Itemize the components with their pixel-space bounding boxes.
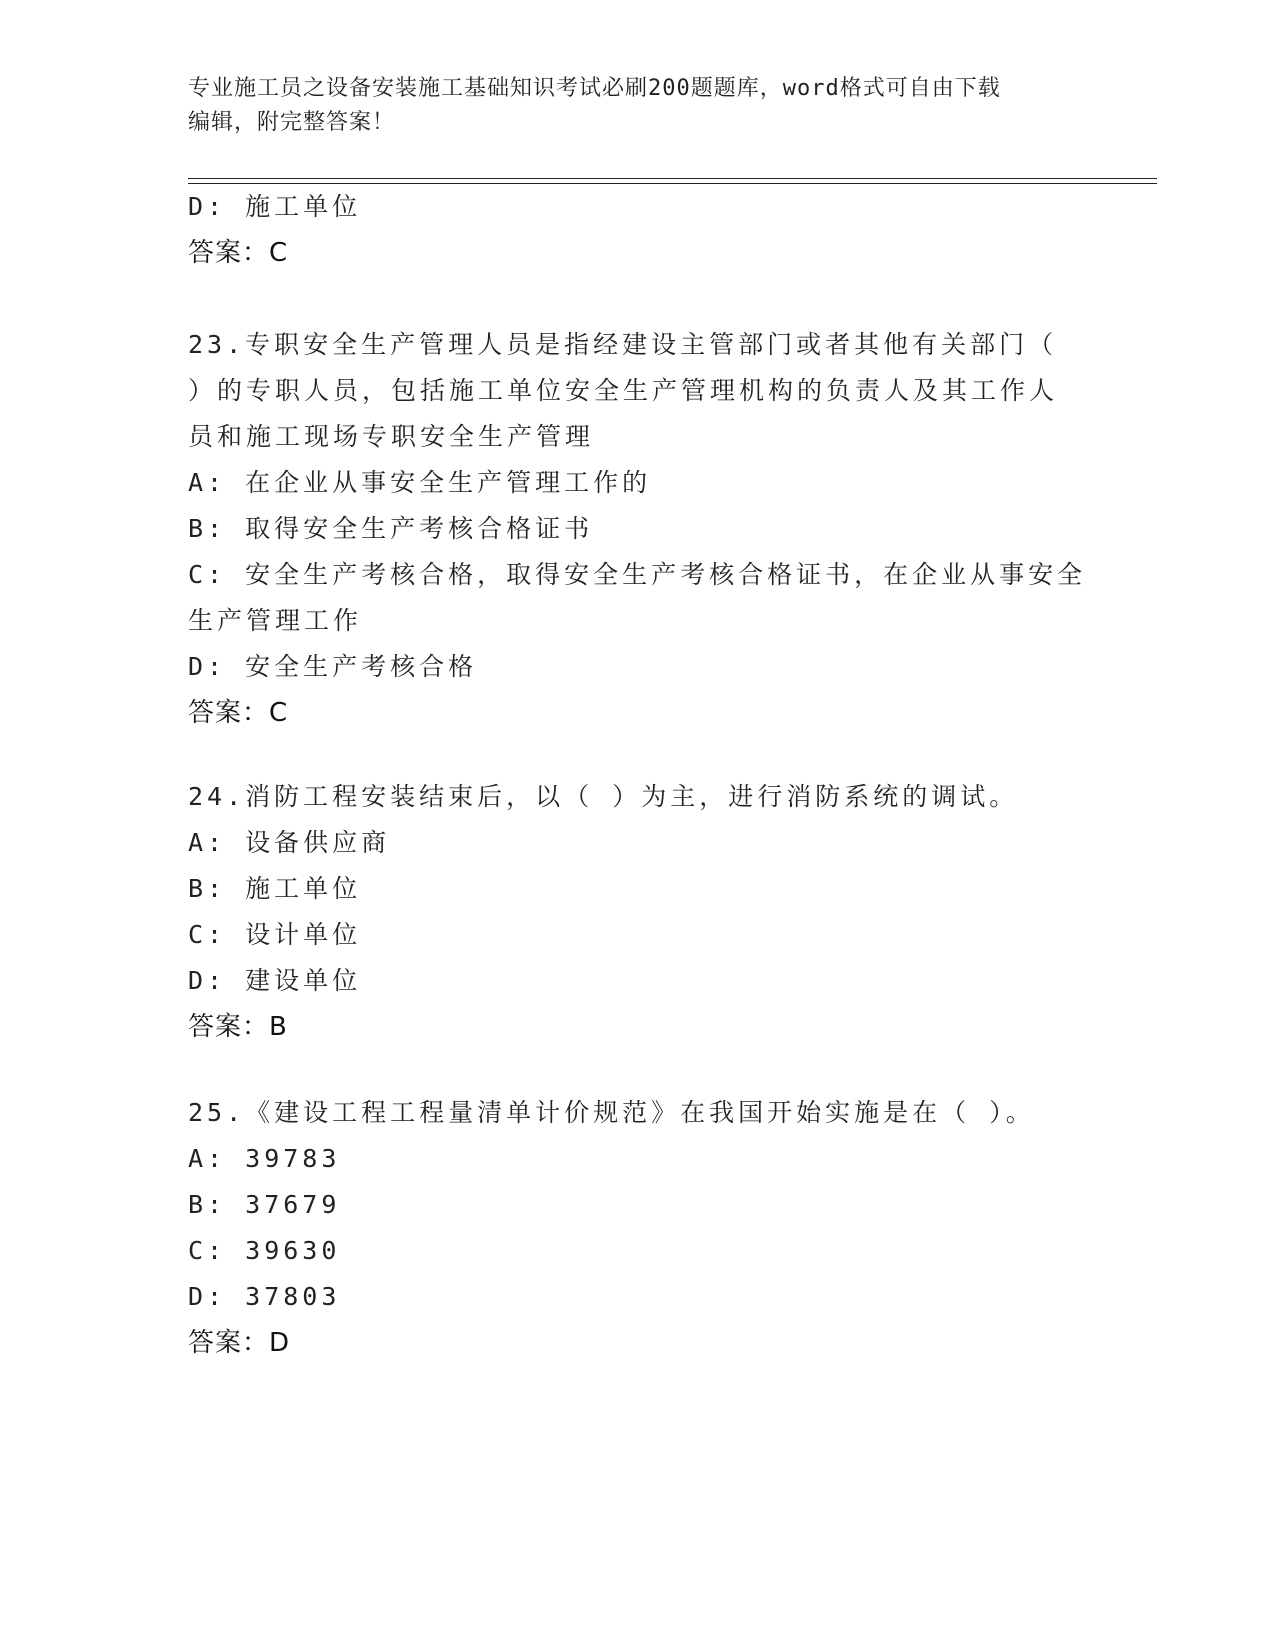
previous-question-tail <box>188 184 1088 276</box>
option-a: A: 设备供应商 <box>188 828 391 857</box>
option-b: B: 37679 <box>188 1190 341 1219</box>
question-text-line: 员和施工现场专职安全生产管理 <box>188 422 595 451</box>
option-b: B: 取得安全生产考核合格证书 <box>188 514 594 543</box>
question-text-line: 23.专职安全生产管理人员是指经建设主管部门或者其他有关部门（ <box>188 330 1058 359</box>
option-a: A: 39783 <box>188 1144 341 1173</box>
option-d: D: 施工单位 <box>188 192 362 221</box>
answer-line: 答案：C <box>188 238 289 268</box>
question-25 <box>188 1090 1088 1366</box>
question-text-line: 24.消防工程安装结束后，以（ ）为主，进行消防系统的调试。 <box>188 782 1019 811</box>
option-c: C: 设计单位 <box>188 920 362 949</box>
question-24 <box>188 774 1088 1050</box>
header-divider-top <box>188 178 1157 179</box>
option-a: A: 在企业从事安全生产管理工作的 <box>188 468 652 497</box>
header-title-line-1: 专业施工员之设备安装施工基础知识考试必刷200题题库，word格式可自由下载 <box>188 76 1001 101</box>
option-c: C: 39630 <box>188 1236 341 1265</box>
option-c: C: 安全生产考核合格，取得安全生产考核合格证书，在企业从事安全 <box>188 560 1087 589</box>
option-d: D: 37803 <box>188 1282 341 1311</box>
option-c-continued: 生产管理工作 <box>188 606 363 635</box>
answer-line: 答案：B <box>188 1012 288 1042</box>
option-d: D: 建设单位 <box>188 966 362 995</box>
option-d: D: 安全生产考核合格 <box>188 652 478 681</box>
answer-line: 答案：D <box>188 1328 291 1358</box>
question-text-line: ）的专职人员，包括施工单位安全生产管理机构的负责人及其工作人 <box>188 376 1059 405</box>
option-b: B: 施工单位 <box>188 874 362 903</box>
header-title-line-2: 编辑，附完整答案！ <box>188 110 396 135</box>
document-header <box>188 72 1088 140</box>
question-text-line: 25.《建设工程工程量清单计价规范》在我国开始实施是在（ ）。 <box>188 1098 1035 1127</box>
question-23 <box>188 322 1088 736</box>
answer-line: 答案：C <box>188 698 289 728</box>
